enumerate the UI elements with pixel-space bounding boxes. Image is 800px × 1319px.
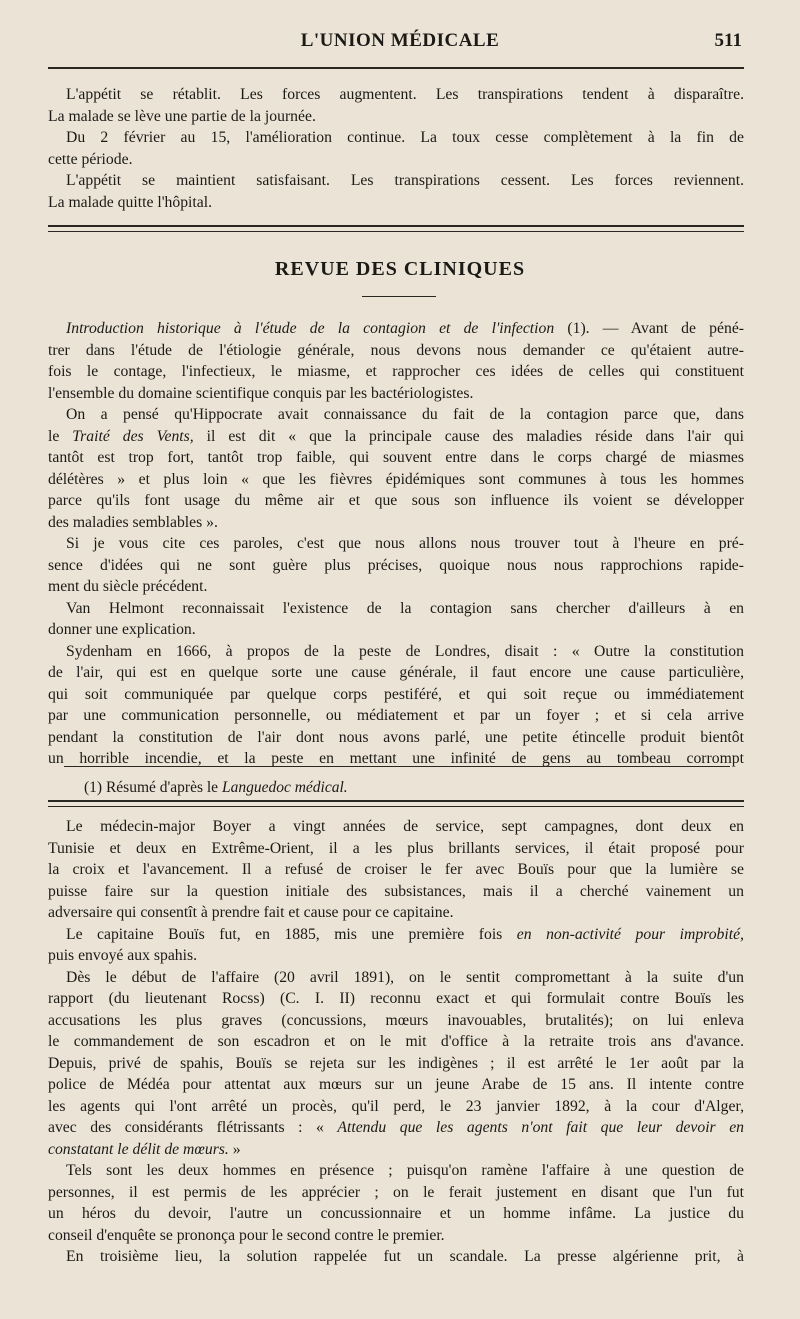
text-line: Le médecin-major Boyer a vingt années de service, sept campagnes, dont deux en (66, 818, 744, 835)
text-line: avec des considérants flétrissants : « Attendu que les agents n'ont fait que leur devoir en (48, 1119, 744, 1136)
text-line: Tunisie et deux en Extrême-Orient, il a les plus brillants services, il était proposé pour (48, 839, 744, 857)
text-line: On a pensé qu'Hippocrate avait connaissance du fait de la contagion parce que, dans (66, 406, 744, 423)
clinic-review-body (48, 318, 744, 770)
text-line: En troisième lieu, la solution rappelée fut un scandale. La presse algérienne prit, à (66, 1248, 744, 1265)
text-line: de l'air, qui est en quelque sorte une cause générale, il faut encore une cause particulière, (48, 664, 744, 681)
text-line: cette période. (48, 150, 133, 168)
text-line: conseil d'enquête se prononça pour le second contre le premier. (48, 1226, 445, 1244)
text-line: délétères » et plus loin « que les fièvres épidémiques sont communes à tous les hommes (48, 470, 744, 488)
page-number: 511 (714, 30, 742, 51)
footnote-rule (64, 766, 730, 767)
article-heading-line: Introduction historique à l'étude de la contagion et de l'infection (1). — Avant de péné- (66, 320, 744, 337)
intro-paragraphs (48, 84, 744, 213)
text-line: un héros du devoir, l'autre un concussionnaire et un homme infâme. La justice du (48, 1205, 744, 1222)
text-line: fois le contage, l'infectieux, le miasme, et rapprocher ces idées de celles qui constituent (48, 363, 744, 380)
header-rule (48, 67, 744, 69)
text-line: L'appétit se rétablit. Les forces augmentent. Les transpirations tendent à disparaître. (66, 86, 744, 103)
text-line: Tels sont les deux hommes en présence ; puisqu'on ramène l'affaire à une question de (66, 1162, 744, 1179)
text-line: L'appétit se maintient satisfaisant. Les transpirations cessent. Les forces reviennent. (66, 172, 744, 189)
divider-rule-top (48, 800, 744, 802)
text-line: ment du siècle précédent. (48, 578, 208, 595)
text-line: sence d'idées qui ne sont guère plus précises, quoique nous nous rapprochions rapide- (48, 556, 744, 574)
section-title: REVUE DES CLINIQUES (274, 258, 526, 280)
text-line: personnes, il est permis de les apprécier ; on le ferait justement en disant que l'un fut (48, 1183, 744, 1201)
text-line: pendant la constitution de l'air dont nous avons parlé, une petite étincelle produit bientôt (48, 728, 744, 746)
text-line: les agents qui l'ont arrêté un procès, qu'il perd, le 23 janvier 1892, à la cour d'Alger, (48, 1097, 744, 1115)
article-heading: Introduction historique à l'étude de la contagion et de l'infection (66, 320, 555, 337)
text-line: puisse faire sur la question initiale des subsistances, mais il a cherché vainement un (48, 882, 744, 900)
text-line: l'ensemble du domaine scientifique conquis par les bactériologistes. (48, 384, 474, 402)
affaire-body (48, 816, 744, 1268)
text-line: le commandement de son escadron et on le mit d'office à la retraite trois ans d'avance. (48, 1033, 744, 1050)
text-line: Si je vous cite ces paroles, c'est que nous allons nous trouver tout à l'heure en pré- (66, 535, 744, 552)
text-line: Le capitaine Bouïs fut, en 1885, mis une première fois en non-activité pour improbité, (66, 925, 744, 943)
text-line: parce qu'ils font usage du même air et que sous son influence ils voient se développer (48, 492, 744, 509)
text-line: Du 2 février au 15, l'amélioration continue. La toux cesse complètement à la fin de (66, 129, 744, 146)
text-line: Sydenham en 1666, à propos de la peste de Londres, disait : « Outre la constitution (66, 642, 744, 660)
text-line: le Traité des Vents, il est dit « que la principale cause des maladies réside dans l'air qui (48, 427, 744, 445)
text-line: police de Médéa pour attentat aux mœurs sur un jeune Arabe de 15 ans. Il intente contre (48, 1076, 744, 1093)
text-line: donner une explication. (48, 621, 196, 638)
divider-rule-bottom (48, 806, 744, 807)
text-line: constatant le délit de mœurs. » (48, 1140, 241, 1158)
text-line: par une communication personnelle, ou médiatement et par un foyer ; et si cela arrive (48, 707, 744, 724)
section-underline (362, 296, 436, 297)
journal-title: L'UNION MÉDICALE (300, 30, 500, 51)
text-line: trer dans l'étude de l'étiologie générale, nous devons nous demander ce qu'étaient autre- (48, 341, 744, 359)
text-line: accusations les plus graves (concussions, mœurs inavouables, brutalités); on lui enleva (48, 1011, 744, 1029)
text-line: qui soit communiquée par quelque corps pestiféré, et qui soit reçue ou immédiatement (48, 685, 744, 703)
book-title: Traité des Vents, (72, 427, 194, 445)
text-line: La malade se lève une partie de la journée. (48, 107, 316, 125)
text-line: un horrible incendie, et la peste en mettant une infinité de gens au tombeau corrompt (48, 750, 744, 767)
text-line: Depuis, privé de spahis, Bouïs se rejeta sur les indigènes ; il est arrêté le 1er août par la (48, 1054, 744, 1072)
footnote-source: Languedoc médical. (221, 779, 348, 796)
section-rule-bottom (48, 231, 744, 232)
text-line: La malade quitte l'hôpital. (48, 193, 213, 211)
text-line: adversaire qui consentît à prendre fait et cause pour ce capitaine. (48, 904, 454, 921)
text-line: des maladies semblables ». (48, 513, 218, 531)
running-header (0, 30, 800, 58)
text-line: Van Helmont reconnaissait l'existence de la contagion sans chercher d'ailleurs à en (66, 599, 744, 617)
text-line: Dès le début de l'affaire (20 avril 1891), on le sentit compromettant à la suite d'un (66, 968, 744, 986)
text-line: la croix et l'avancement. Il a refusé de croiser le fer avec Bouïs pour que la lumière se (48, 861, 744, 878)
footnote: (1) Résumé d'après le Languedoc médical. (84, 779, 348, 796)
text-line: tantôt est trop fort, tantôt trop faible, qui souvent entre dans le corps chargé de miasmes (48, 449, 744, 466)
section-rule-top (48, 225, 744, 227)
text-line: puis envoyé aux spahis. (48, 947, 198, 964)
text-line: rapport (du lieutenant Rocss) (C. I. II) reconnu exact et qui formulait contre Bouïs les (48, 990, 744, 1007)
